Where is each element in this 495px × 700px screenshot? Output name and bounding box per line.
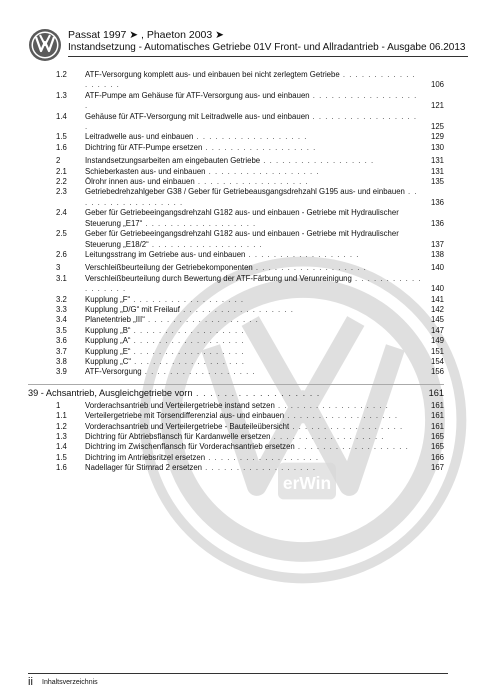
toc-entry-number: 2.4 [56, 208, 67, 218]
toc-entry-number: 1.6 [56, 142, 67, 152]
toc-entry[interactable] [28, 336, 444, 346]
erwin-badge-text: erWin [282, 472, 332, 493]
toc-entry-number: 2.5 [56, 229, 67, 239]
toc-entry-title: Leitradwelle aus- und einbauen [85, 132, 194, 142]
toc-entry-number: 3.4 [56, 315, 67, 325]
toc-entry-title: Ölrohr innen aus- und einbauen [85, 177, 195, 187]
toc-entry-page: 138 [430, 249, 444, 259]
toc-dot-leader: . . . . . . . . . . . . . . . . . . [130, 346, 245, 356]
toc-entry-page: 135 [430, 177, 444, 187]
toc-entry-page: 166 [430, 452, 444, 462]
toc-dot-leader: . . . . . . . . . . . . . . . . . . [245, 249, 360, 259]
toc-dot-leader: . . . . . . . . . . . . . . . . . . [205, 452, 320, 462]
toc-entry-title: Dichtring für Abtriebsflansch für Kardanwelle ersetzen [85, 432, 271, 441]
toc-entry[interactable] [28, 70, 444, 91]
header [28, 28, 468, 72]
toc-entry[interactable] [28, 91, 444, 112]
toc-entry-title: Geber für Getriebeeingangsdrehzahl G182 aus- und einbauen - Getriebe mit Hydraulischer Steuerung „E17“ [85, 208, 399, 228]
toc-entry[interactable] [28, 208, 444, 229]
toc-entry-number: 2.3 [56, 187, 67, 197]
toc-entry-page: 145 [430, 315, 444, 325]
toc-entry-page: 131 [430, 166, 444, 176]
toc-entry-page: 161 [430, 421, 444, 431]
toc-entry-title: Verschleißbeurteilung durch Bewertung der ATF-Färbung und Verunreinigung [85, 273, 352, 283]
toc-dot-leader: . . . . . . . . . . . . . . . . . . [130, 336, 245, 346]
toc-entry-page: 147 [430, 325, 444, 335]
toc-entry-number: 1.3 [56, 432, 67, 441]
toc-entry[interactable] [28, 132, 444, 142]
toc-dot-leader: . . . . . . . . . . . . . . . . . . [260, 156, 375, 166]
toc-dot-leader: . . . . . . . . . . . . . . . . . . [252, 263, 367, 273]
toc-dot-leader: . . . . . . . . . . . . . . . . . . [193, 132, 308, 142]
toc-entry-title: Vorderachsantrieb und Verteilergetriebe - Bauteileübersicht [85, 421, 290, 431]
toc-entry[interactable] [28, 143, 444, 153]
toc-entry-number: 3.3 [56, 304, 67, 314]
toc-dot-leader: . . . . . . . . . . . . . . . . . . [194, 177, 309, 187]
toc-entry-page: 165 [430, 442, 444, 452]
toc-entry[interactable] [28, 453, 444, 463]
toc-entry-number: 1.3 [56, 90, 67, 100]
toc-entry[interactable] [28, 432, 444, 442]
header-rule [68, 56, 468, 57]
toc-entry-title: Kupplung „E“ [85, 346, 131, 356]
toc-entry[interactable] [28, 295, 444, 305]
toc-entry-number: 1.5 [56, 132, 67, 142]
toc-dot-leader: . . . . . . . . . . . . . . . . . . [284, 411, 399, 421]
toc-entry[interactable] [28, 305, 444, 315]
toc-entry-page: 161 [430, 400, 444, 410]
toc-dot-leader: . . . . . . . . . . . . . . . . . . [270, 432, 385, 441]
toc-entry-title: Instandsetzungsarbeiten am eingebauten Getriebe [85, 156, 261, 166]
toc-entry[interactable] [28, 263, 444, 273]
chapter-divider [28, 378, 444, 385]
toc-dot-leader: . . . . . . . . . . . . . . . . . . [85, 70, 416, 90]
toc-entry-page: 142 [430, 304, 444, 314]
toc-dot-leader: . . . . . . . . . . . . . . . . . . [142, 218, 257, 228]
toc-entry[interactable] [28, 250, 444, 260]
toc-entry[interactable] [28, 229, 444, 250]
toc-dot-leader: . . . . . . . . . . . . . . . . . . [130, 356, 245, 366]
toc-entry-page: 137 [430, 239, 444, 249]
toc-entry[interactable] [28, 463, 444, 473]
toc-entry-title: Kupplung „C“ [85, 356, 131, 366]
manual-subtitle: Instandsetzung - Automatisches Getriebe 01V Front- und Allradantrieb - Ausgabe 06.2013 [68, 42, 466, 53]
toc-entry-number: 2.1 [56, 166, 67, 176]
toc-entry-number: 1.2 [56, 421, 67, 431]
toc-dot-leader: . . . . . . . . . . . . . . . . . . [85, 90, 418, 111]
toc-entry-title: ATF-Versorgung komplett aus- und einbauen bei nicht zerlegtem Getriebe [85, 70, 340, 79]
toc-entry[interactable] [28, 367, 444, 377]
toc-entry-page: 156 [430, 367, 444, 377]
toc-entry[interactable] [28, 422, 444, 432]
toc-entry-page: 136 [430, 197, 444, 207]
toc-entry-number: 3.9 [56, 367, 67, 377]
page-number: ii [28, 676, 33, 688]
toc-entry[interactable] [28, 177, 444, 187]
toc-dot-leader: . . . . . . . . . . . . . . . . . . [202, 142, 317, 152]
toc-entry[interactable] [28, 387, 444, 399]
toc-entry-number: 1.4 [56, 111, 67, 121]
toc-entry-page: 161 [428, 387, 444, 398]
toc-dot-leader: . . . . . . . . . . . . . . . . . . [141, 367, 256, 377]
toc-entry-number: 1 [56, 400, 61, 410]
toc-dot-leader: . . . . . . . . . . . . . . . . . . [85, 187, 418, 207]
toc-dot-leader: . . . . . . . . . . . . . . . . . . [85, 111, 418, 132]
toc-entry-title: Schieberkasten aus- und einbauen [85, 166, 206, 176]
toc-entry-title: ATF-Pumpe am Gehäuse für ATF-Versorgung aus- und einbauen [85, 90, 310, 100]
toc-dot-leader: . . . . . . . . . . . . . . . . . . [130, 294, 245, 304]
toc-dot-leader: . . . . . . . . . . . . . . . . . . [294, 442, 409, 452]
toc-entry-title: Kupplung „F“ [85, 294, 131, 304]
toc-entry-page: 149 [430, 336, 444, 346]
toc-dot-leader: . . . . . . . . . . . . . . . . . . [192, 387, 321, 398]
toc-entry-title: Dichtring im Antriebsritzel ersetzen [85, 452, 206, 462]
toc-entry-page: 130 [430, 142, 444, 152]
toc-entry-title: Kupplung „A“ [85, 336, 131, 346]
toc-entry[interactable] [28, 167, 444, 177]
toc-entry[interactable] [28, 401, 444, 411]
toc-dot-leader: . . . . . . . . . . . . . . . . . . [85, 273, 422, 294]
toc-entry-number: 1.2 [56, 70, 67, 79]
toc-entry-number: 1.5 [56, 452, 67, 462]
toc-entry-number: 3.5 [56, 325, 67, 335]
toc-entry-page: 141 [430, 294, 444, 304]
toc-entry-page: 167 [430, 463, 444, 473]
toc-entry[interactable] [28, 347, 444, 357]
toc-entry-number: 3.7 [56, 346, 67, 356]
toc-entry-number: 2.2 [56, 177, 67, 187]
toc-dot-leader: . . . . . . . . . . . . . . . . . . [144, 315, 259, 325]
toc-entry-page: 161 [430, 411, 444, 421]
toc-entry[interactable] [28, 326, 444, 336]
toc-entry[interactable] [28, 187, 444, 208]
toc-entry-page: 121 [430, 101, 444, 111]
toc-dot-leader: . . . . . . . . . . . . . . . . . . [130, 325, 245, 335]
toc-entry-title: Leitungsstrang im Getriebe aus- und einbauen [85, 249, 246, 259]
toc-entry-number: 3 [56, 263, 61, 273]
toc-entry[interactable] [28, 112, 444, 133]
toc-entry-page: 154 [430, 356, 444, 366]
table-of-contents [28, 70, 444, 474]
toc-entry-title: Getriebedrehzahlgeber G38 / Geber für Getriebeausgangsdrehzahl G195 aus- und einbauen [85, 187, 405, 197]
footer-label: Inhaltsverzeichnis [42, 679, 98, 686]
toc-dot-leader: . . . . . . . . . . . . . . . . . . [289, 421, 404, 431]
toc-entry-title: Nadellager für Stirnrad 2 ersetzen [85, 463, 203, 473]
toc-entry-number: 2.6 [56, 249, 67, 259]
toc-entry-page: 140 [430, 284, 444, 294]
toc-entry-title: Kupplung „D/G“ mit Freilauf [85, 304, 180, 314]
toc-dot-leader: . . . . . . . . . . . . . . . . . . [202, 463, 316, 473]
toc-dot-leader: . . . . . . . . . . . . . . . . . . [274, 400, 389, 410]
toc-entry-page: 129 [430, 132, 444, 142]
toc-entry-number: 1.4 [56, 442, 67, 452]
toc-entry-title: Verteilergetriebe mit Torsendifferenzial aus- und einbauen [85, 411, 285, 421]
footer-rule [28, 673, 448, 674]
toc-entry-number: 1.1 [56, 411, 67, 421]
toc-entry[interactable] [28, 442, 444, 452]
toc-entry-number: 3.6 [56, 336, 67, 346]
toc-entry-number: 3.1 [56, 273, 67, 283]
toc-entry-page: 125 [430, 122, 444, 132]
toc-entry-title: ATF-Versorgung [85, 367, 142, 377]
vw-logo-icon [28, 28, 62, 62]
toc-entry[interactable] [28, 411, 444, 421]
toc-entry-page: 151 [430, 346, 444, 356]
toc-entry-page: 131 [430, 156, 444, 166]
toc-entry-title: Dichtring für ATF-Pumpe ersetzen [85, 142, 203, 152]
toc-entry-page: 165 [430, 432, 444, 441]
toc-entry-number: 1.6 [56, 463, 67, 473]
toc-entry-title: Geber für Getriebeeingangsdrehzahl G182 aus- und einbauen - Getriebe mit Hydraulischer Steuerung „E18/2“ [85, 229, 399, 249]
toc-entry-page: 106 [430, 80, 444, 90]
toc-dot-leader: . . . . . . . . . . . . . . . . . . [148, 239, 263, 249]
toc-entry-page: 140 [430, 263, 444, 273]
toc-dot-leader: . . . . . . . . . . . . . . . . . . [205, 166, 320, 176]
toc-entry[interactable] [28, 315, 444, 325]
toc-entry-page: 136 [430, 218, 444, 228]
toc-entry-title: Gehäuse für ATF-Versorgung mit Leitradwelle aus- und einbauen [85, 111, 310, 121]
toc-entry-title: Vorderachsantrieb und Verteilergetriebe instand setzen [85, 400, 275, 410]
toc-entry-title: 39 - Achsantrieb, Ausgleichgetriebe vorn [28, 387, 193, 398]
toc-entry-title: Planetentrieb „III“ [85, 315, 145, 325]
toc-dot-leader: . . . . . . . . . . . . . . . . . . [179, 304, 294, 314]
toc-entry-title: Dichtring im Zwischenflansch für Vorderachsantrieb ersetzen [85, 442, 295, 452]
toc-entry-number: 3.8 [56, 356, 67, 366]
toc-entry-number: 2 [56, 156, 61, 166]
toc-entry[interactable] [28, 274, 444, 295]
toc-entry-title: Verschleißbeurteilung der Getriebekomponenten [85, 263, 253, 273]
toc-entry[interactable] [28, 156, 444, 166]
toc-entry-title: Kupplung „B“ [85, 325, 131, 335]
toc-entry[interactable] [28, 357, 444, 367]
toc-entry-number: 3.2 [56, 294, 67, 304]
manual-title: Passat 1997 ➤ , Phaeton 2003 ➤ [68, 29, 224, 41]
